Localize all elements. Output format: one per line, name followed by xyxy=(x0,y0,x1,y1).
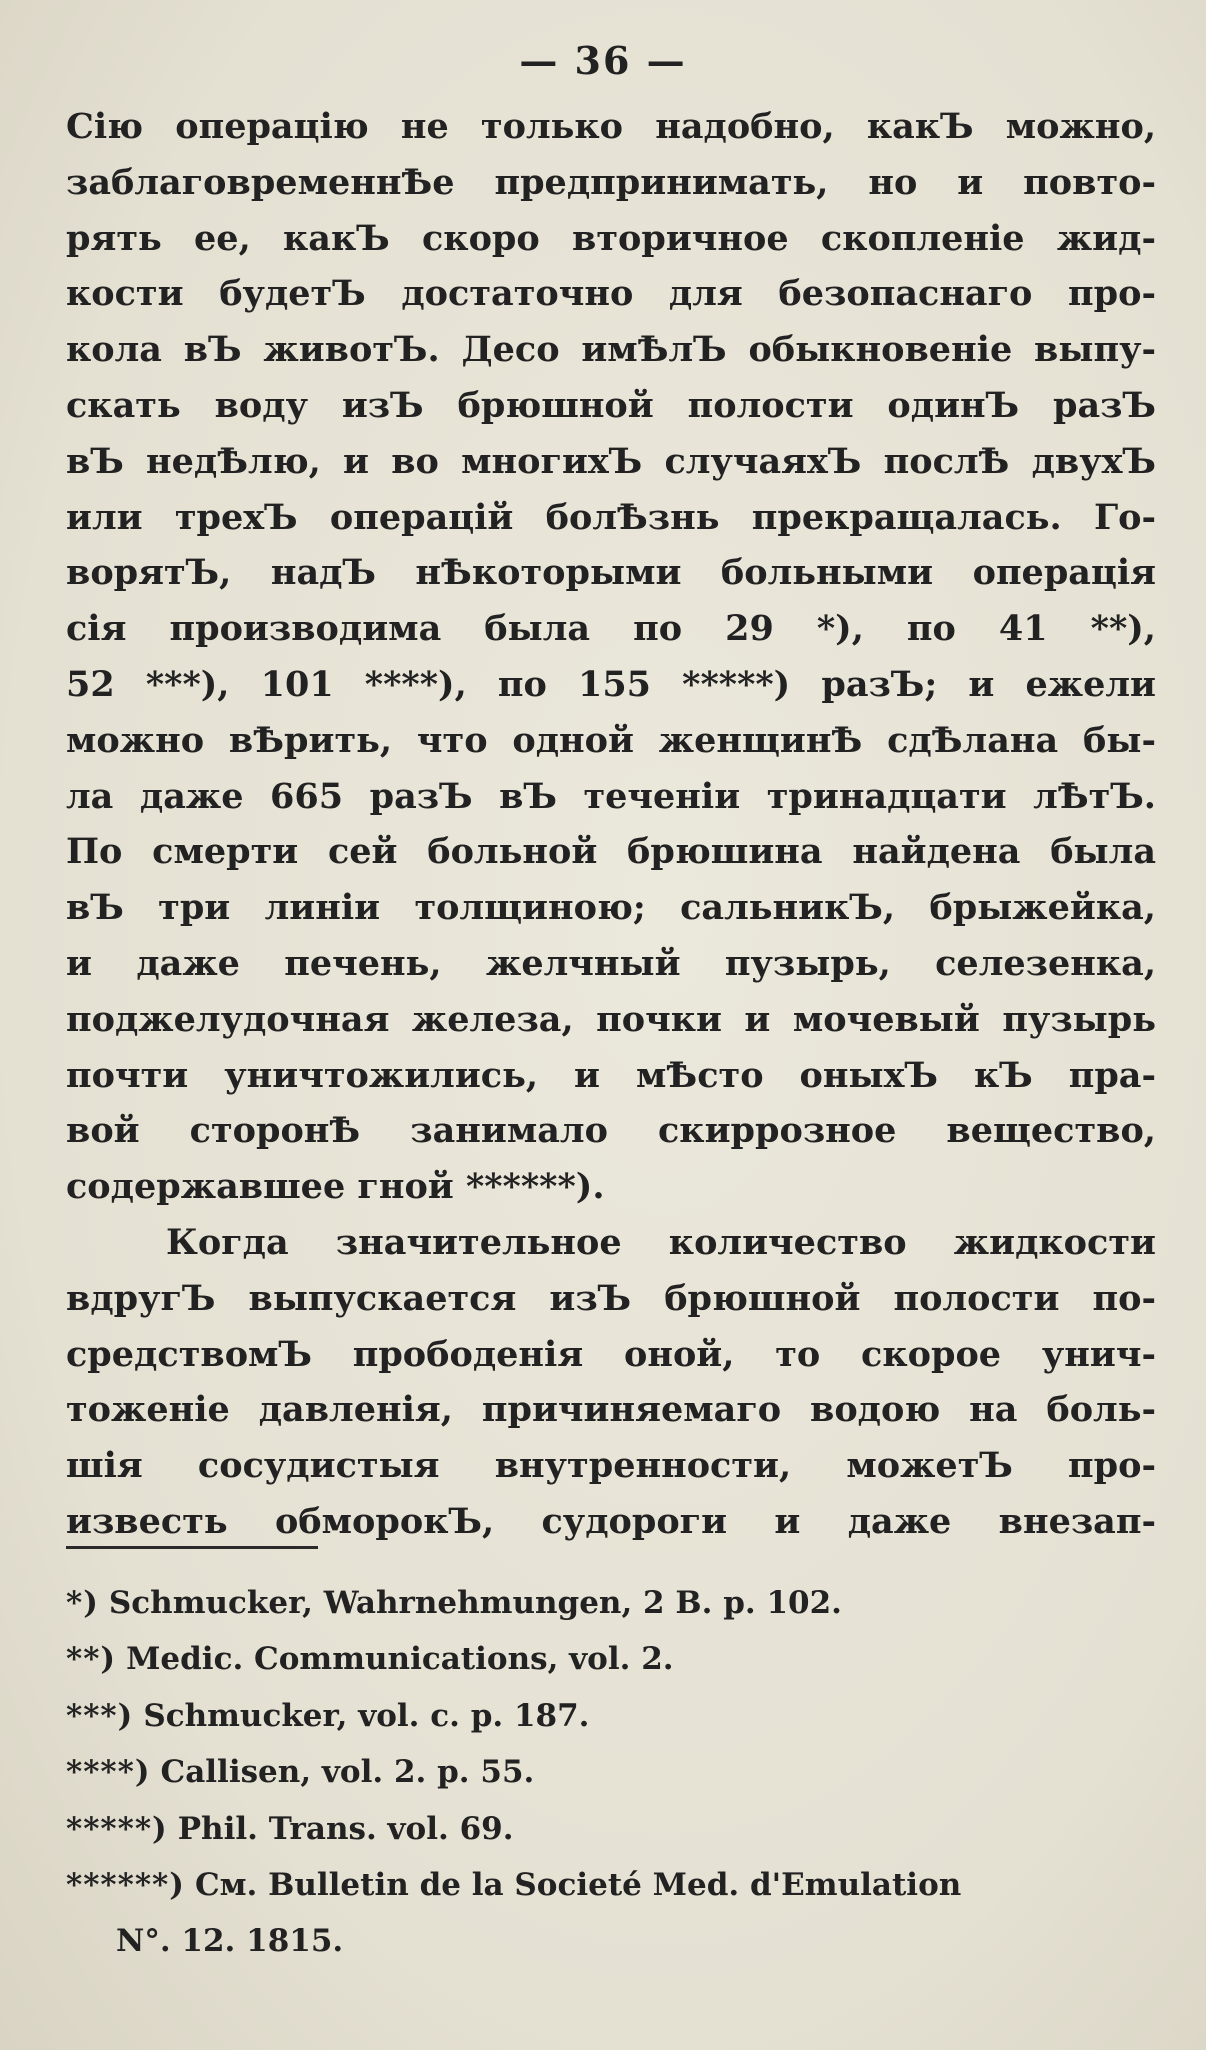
text-line: ла даже 665 разЪ вЪ теченіи тринадцати лѢтЪ. xyxy=(66,775,1156,817)
footnote-continuation: N°. 12. 1815. xyxy=(116,1923,344,1960)
text-line: средствомЪ прободенія оной, то скорое унич- xyxy=(66,1333,1156,1375)
footnote-text: Phil. Trans. vol. 69. xyxy=(177,1810,514,1847)
footnote-mark: ******) xyxy=(66,1866,185,1903)
text-line: или трехЪ операцій болѢзнь прекращалась. Го- xyxy=(66,496,1156,538)
footnote-mark: *****) xyxy=(66,1810,168,1847)
text-line: 52 ***), 101 ****), по 155 *****) разЪ; и ежели xyxy=(66,663,1156,705)
text-line: и даже печень, желчный пузырь, селезенка, xyxy=(66,942,1156,984)
text-line: поджелудочная железа, почки и мочевый пузырь xyxy=(66,998,1156,1040)
text-line: рять ее, какЪ скоро вторичное скопленіе жид- xyxy=(66,217,1156,259)
footnote-mark: ***) xyxy=(66,1697,134,1734)
text-line: По смерти сей больной брюшина найдена была xyxy=(66,831,1156,873)
footnote-text: Schmucker, vol. c. p. 187. xyxy=(143,1697,590,1734)
text-line: содержавшее гной ******). xyxy=(66,1166,605,1208)
text-line: вдругЪ выпускается изЪ брюшной полости по- xyxy=(66,1277,1156,1319)
text-line: почти уничтожились, и мѢсто оныхЪ кЪ пра- xyxy=(66,1054,1156,1096)
text-line: вЪ три линіи толщиною; сальникЪ, брыжейка, xyxy=(66,887,1156,929)
footnotes xyxy=(66,1575,1156,1970)
footnote xyxy=(66,1688,1156,1744)
text-line: заблаговременнѢе предпринимать, но и повто- xyxy=(66,161,1156,203)
footnote xyxy=(66,1801,1156,1857)
text-line: ворятЪ, надЪ нѢкоторыми больными операція xyxy=(66,552,1156,594)
text-line: скать воду изЪ брюшной полости одинЪ разЪ xyxy=(66,384,1156,426)
text-line: кола вЪ животЪ. Десо имѢлЪ обыкновеніе выпу- xyxy=(66,329,1156,371)
footnote xyxy=(66,1631,1156,1687)
footnote-text: Schmucker, Wahrnehmungen, 2 B. p. 102. xyxy=(108,1585,842,1621)
footnote xyxy=(66,1744,1156,1800)
text-line: шія сосудистыя внутренности, можетЪ про- xyxy=(66,1445,1156,1487)
footnote-mark: **) xyxy=(66,1641,117,1678)
footnote-text: См. Bulletin de la Societé Med. d'Emulation xyxy=(194,1866,962,1903)
text-line: Сію операцію не только надобно, какЪ можно, xyxy=(66,106,1156,147)
footnote xyxy=(66,1857,1156,1913)
body-text xyxy=(66,99,1156,1550)
text-line: известь обморокЪ, судороги и даже внезап- xyxy=(66,1500,1156,1542)
text-line: Когда значительное количество жидкости xyxy=(166,1221,1156,1263)
footnote xyxy=(66,1575,1156,1631)
footnote-divider xyxy=(66,1546,318,1549)
text-line: вой сторонѢ занимало скиррозное вещество, xyxy=(66,1110,1156,1152)
page-number: — 36 — xyxy=(519,38,687,83)
footnote-mark: ****) xyxy=(66,1754,151,1791)
footnote-mark: *) xyxy=(66,1585,99,1621)
text-line: можно вѢрить, что одной женщинѢ сдѢлана бы- xyxy=(66,719,1156,761)
text-line: вЪ недѢлю, и во многихЪ случаяхЪ послѢ двухЪ xyxy=(66,440,1156,482)
footnote-text: Medic. Communications, vol. 2. xyxy=(126,1641,674,1678)
text-line: тоженіе давленія, причиняемаго водою на боль- xyxy=(66,1389,1156,1431)
footnote-text: Callisen, vol. 2. p. 55. xyxy=(160,1754,535,1791)
text-line: сія производима была по 29 *), по 41 **), xyxy=(66,608,1156,650)
text-line: кости будетЪ достаточно для безопаснаго про- xyxy=(66,273,1156,315)
